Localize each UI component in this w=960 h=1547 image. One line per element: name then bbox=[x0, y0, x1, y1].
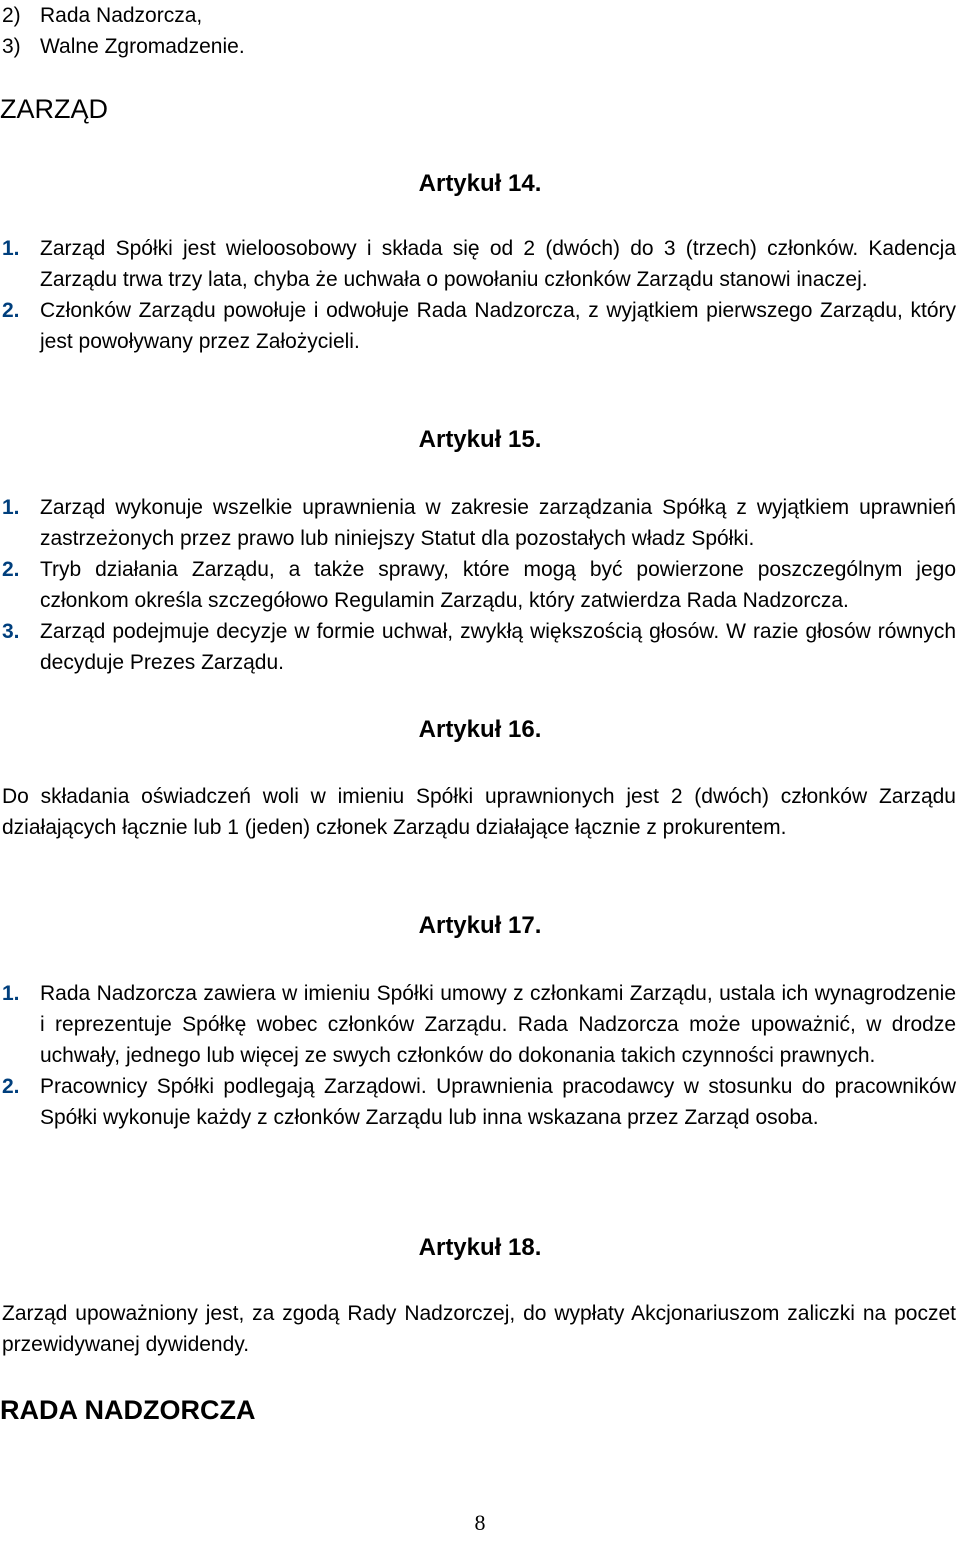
item-text: Zarząd wykonuje wszelkie uprawnienia w zakresie zarządzania Spółką z wyjątkiem uprawnień zastrzeżonych przez prawo lub niniejszy Statut dla pozostałych władz Spółki. bbox=[40, 496, 956, 550]
list-item-text: Walne Zgromadzenie. bbox=[40, 35, 245, 58]
item-text: Członków Zarządu powołuje i odwołuje Rada Nadzorcza, z wyjątkiem pierwszego Zarządu, który jest powoływany przez Założycieli. bbox=[40, 299, 956, 353]
article-17-heading: Artykuł 17. bbox=[418, 912, 542, 939]
paragraph: Do składania oświadczeń woli w imieniu Spółki uprawnionych jest 2 (dwóch) członków Zarządu działających łącznie lub 1 (jeden) członek Zarządu działające łącznie z prokurentem. bbox=[2, 785, 956, 839]
list-item bbox=[0, 616, 956, 678]
list-item bbox=[0, 0, 960, 31]
item-number: 2. bbox=[2, 299, 20, 322]
list-item-number: 3) bbox=[2, 35, 21, 58]
list-item bbox=[0, 554, 956, 616]
article-17-body bbox=[0, 978, 956, 1133]
paragraph: Zarząd upoważniony jest, za zgodą Rady Nadzorczej, do wypłaty Akcjonariuszom zaliczki na poczet przewidywanej dywidendy. bbox=[2, 1302, 956, 1356]
list-item-text: Rada Nadzorcza, bbox=[40, 4, 203, 27]
item-text: Tryb działania Zarządu, a także sprawy, które mogą być powierzone poszczególnym jego członkom określa szczegółowo Regulamin Zarządu, który zatwierdza Rada Nadzorcza. bbox=[40, 558, 956, 612]
list-item bbox=[0, 31, 960, 62]
item-number: 2. bbox=[2, 558, 20, 581]
list-item bbox=[0, 492, 956, 554]
item-number: 2. bbox=[2, 1075, 20, 1098]
list-item bbox=[0, 295, 956, 357]
section-heading-rada-nadzorcza: RADA NADZORCZA bbox=[0, 1395, 256, 1425]
item-text: Pracownicy Spółki podlegają Zarządowi. Uprawnienia pracodawcy w stosunku do pracowników Spółki wykonuje każdy z członków Zarządu lub inna wskazana przez Zarząd osoba. bbox=[40, 1075, 956, 1129]
item-number: 3. bbox=[2, 620, 20, 643]
list-item bbox=[0, 978, 956, 1071]
section-heading-zarzad: ZARZĄD bbox=[0, 94, 108, 124]
organs-list bbox=[0, 0, 960, 62]
page-number: 8 bbox=[474, 1510, 486, 1535]
item-text: Zarząd Spółki jest wieloosobowy i składa się od 2 (dwóch) do 3 (trzech) członków. Kadencja Zarządu trwa trzy lata, chyba że uchwała o powołaniu członków Zarządu stanowi inaczej. bbox=[40, 237, 956, 291]
article-18-body bbox=[0, 1298, 956, 1360]
list-item bbox=[0, 1071, 956, 1133]
list-item bbox=[0, 233, 956, 295]
item-number: 1. bbox=[2, 982, 20, 1005]
list-item-number: 2) bbox=[2, 4, 21, 27]
article-15-heading: Artykuł 15. bbox=[418, 426, 542, 453]
article-15-body bbox=[0, 492, 956, 678]
article-14-body bbox=[0, 233, 956, 357]
item-text: Rada Nadzorcza zawiera w imieniu Spółki umowy z członkami Zarządu, ustala ich wynagrodzenie i reprezentuje Spółkę wobec członków Zarządu. Rada Nadzorcza może upoważnić, w drodze uchwały, jednego lub więcej ze swych członków do dokonania takich czynności prawnych. bbox=[40, 982, 956, 1067]
article-14-heading: Artykuł 14. bbox=[418, 170, 542, 197]
item-number: 1. bbox=[2, 237, 20, 260]
article-18-heading: Artykuł 18. bbox=[418, 1234, 542, 1261]
article-16-body bbox=[0, 781, 956, 843]
item-number: 1. bbox=[2, 496, 20, 519]
article-16-heading: Artykuł 16. bbox=[418, 716, 542, 743]
item-text: Zarząd podejmuje decyzje w formie uchwał, zwykłą większością głosów. W razie głosów równych decyduje Prezes Zarządu. bbox=[40, 620, 956, 674]
